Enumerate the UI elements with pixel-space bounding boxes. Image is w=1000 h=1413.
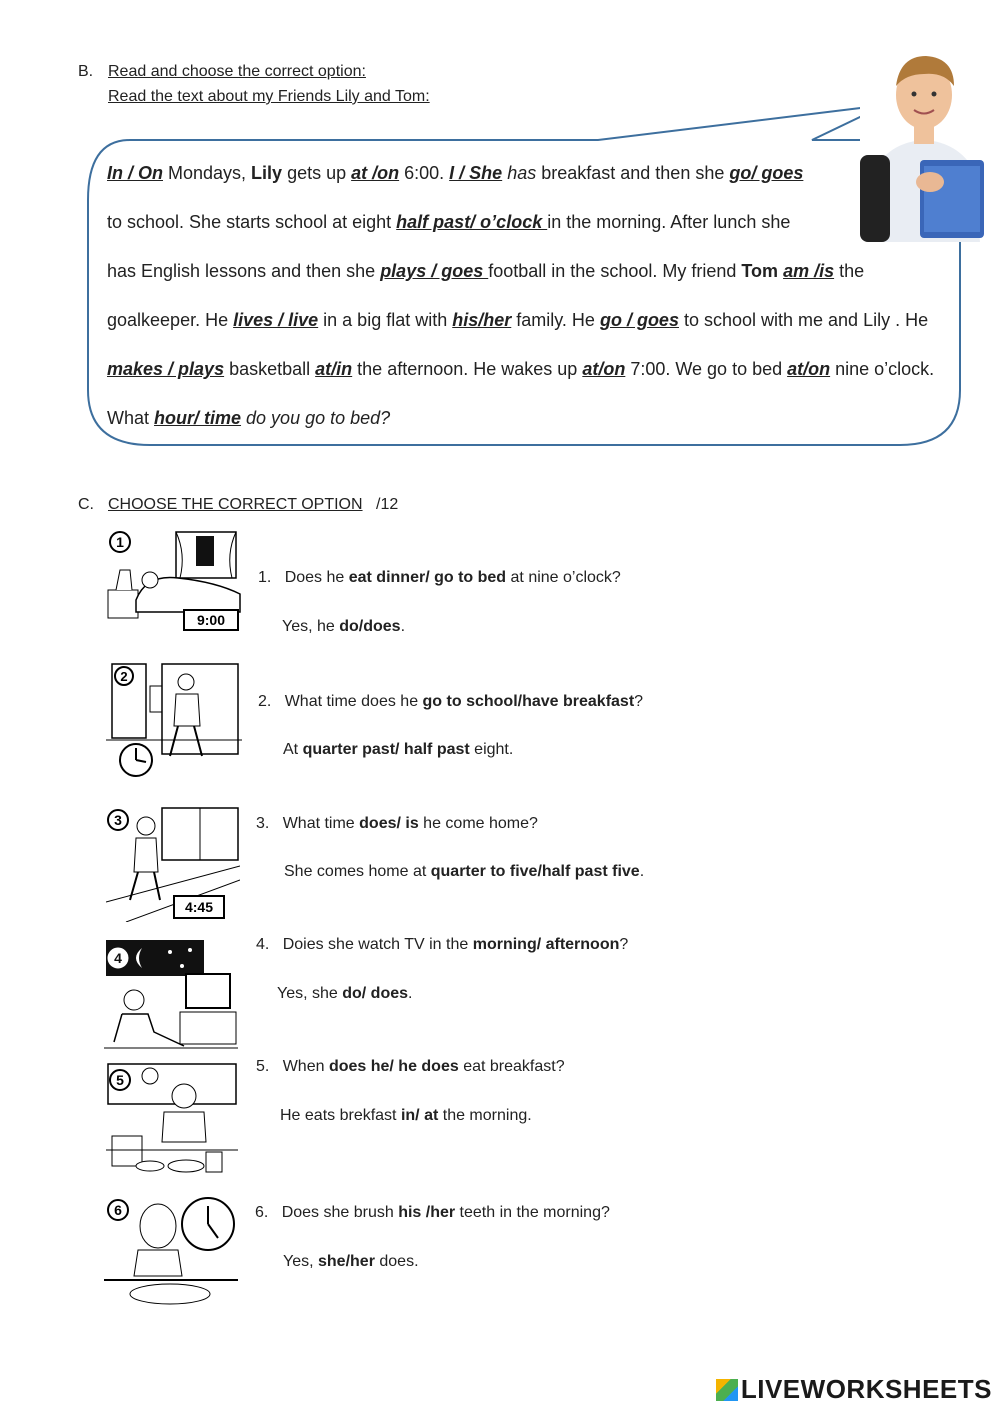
logo-icon: [716, 1379, 738, 1401]
question-3-option[interactable]: does/ is: [359, 815, 419, 832]
question-5-option[interactable]: does he/ he does: [328, 1058, 459, 1075]
picture-1-sleeping: [106, 530, 242, 634]
question-4-option[interactable]: morning/ afternoon: [472, 936, 620, 953]
answer-1: Yes, he do/does.: [282, 618, 406, 635]
picture-1-number: 1: [116, 534, 124, 550]
answer-4: Yes, she do/ does.: [277, 985, 413, 1002]
option-go-goes-2[interactable]: go / goes: [599, 310, 679, 330]
answer-2-option[interactable]: quarter past/ half past: [302, 741, 470, 758]
answer-2: At quarter past/ half past eight.: [283, 741, 514, 758]
section-c-letter: C.: [78, 496, 94, 513]
picture-3-home: [106, 806, 240, 922]
question-1: 1. Does he eat dinner/ go to bed at nine o’clock?: [258, 569, 621, 586]
question-6: 6. Does she brush his /her teeth in the morning?: [255, 1204, 610, 1221]
option-i-she[interactable]: I / She: [449, 163, 503, 183]
picture-3-number: 3: [114, 812, 122, 828]
picture-5-breakfast: [106, 1062, 238, 1176]
section-b-title: Read and choose the correct option:: [108, 63, 366, 80]
question-2: 2. What time does he go to school/have breakfast?: [258, 693, 644, 710]
question-6-option[interactable]: his /her: [398, 1204, 456, 1221]
option-at-on[interactable]: at /on: [351, 163, 400, 183]
answer-3: She comes home at quarter to five/half past five.: [284, 863, 645, 880]
picture-4-number: 4: [114, 950, 122, 966]
answer-5: He eats brekfast in/ at the morning.: [280, 1107, 532, 1124]
story-line-6: What hour/ time do you go to bed?: [107, 408, 391, 428]
picture-4-tv: [104, 938, 238, 1050]
option-lives-live[interactable]: lives / live: [233, 310, 319, 330]
picture-6-teeth: [104, 1196, 238, 1308]
option-makes-plays[interactable]: makes / plays: [107, 359, 225, 379]
question-5: 5. When does he/ he does eat breakfast?: [256, 1058, 565, 1075]
boy-with-books-image: [860, 50, 988, 242]
story-line-4: goalkeeper. He lives / live in a big flat with his/her family. He go / goes to school with me and Lily . He: [107, 310, 929, 330]
story-line-2: to school. She starts school at eight half past/ o’clock in the morning. After lunch she: [107, 212, 791, 232]
option-plays-goes[interactable]: plays / goes: [380, 261, 489, 281]
answer-3-option[interactable]: quarter to five/half past five: [430, 863, 640, 880]
option-at-in[interactable]: at/in: [315, 359, 353, 379]
answer-4-option[interactable]: do/ does: [342, 985, 409, 1002]
picture-1-clock: 9:00: [196, 612, 226, 628]
story-line-1: In / On Mondays, Lily gets up at /on 6:00. I / She has breakfast and then she go/ goes: [107, 163, 804, 183]
section-c-title: CHOOSE THE CORRECT OPTION: [108, 496, 363, 513]
answer-6-option[interactable]: she/her: [318, 1253, 375, 1270]
question-1-option[interactable]: eat dinner/ go to bed: [348, 569, 507, 586]
option-half-past-oclock[interactable]: half past/ o’clock: [396, 212, 548, 232]
picture-2-school: [106, 660, 242, 780]
story-line-3: has English lessons and then she plays / goes football in the school. My friend Tom am /is the: [107, 261, 865, 281]
picture-6-number: 6: [114, 1202, 122, 1218]
question-4: 4. Doies she watch TV in the morning/ afternoon?: [256, 936, 629, 953]
section-b-letter: B.: [78, 63, 94, 80]
question-2-option[interactable]: go to school/have breakfast: [422, 693, 635, 710]
section-b-subtitle: Read the text about my Friends Lily and Tom:: [108, 88, 430, 105]
option-at-on-2[interactable]: at/on: [582, 359, 626, 379]
picture-2-number: 2: [120, 669, 128, 684]
liveworksheets-logo: [716, 1374, 992, 1405]
story-line-5: makes / plays basketball at/in the afternoon. He wakes up at/on 7:00. We go to bed at/on nine o’clock.: [107, 359, 935, 379]
answer-5-option[interactable]: in/ at: [400, 1107, 439, 1124]
option-hour-time[interactable]: hour/ time: [154, 408, 242, 428]
answer-1-option[interactable]: do/does: [339, 618, 401, 635]
question-3: 3. What time does/ is he come home?: [256, 815, 538, 832]
picture-5-number: 5: [116, 1072, 124, 1088]
answer-6: Yes, she/her does.: [283, 1253, 419, 1270]
option-at-on-3[interactable]: at/on: [787, 359, 831, 379]
option-am-is[interactable]: am /is: [783, 261, 835, 281]
picture-3-clock: 4:45: [184, 899, 214, 915]
logo-text: LIVEWORKSHEETS: [740, 1374, 992, 1404]
option-his-her[interactable]: his/her: [452, 310, 512, 330]
section-c-score: /12: [376, 496, 399, 513]
option-in-on[interactable]: In / On: [107, 163, 163, 183]
option-go-goes[interactable]: go/ goes: [729, 163, 804, 183]
